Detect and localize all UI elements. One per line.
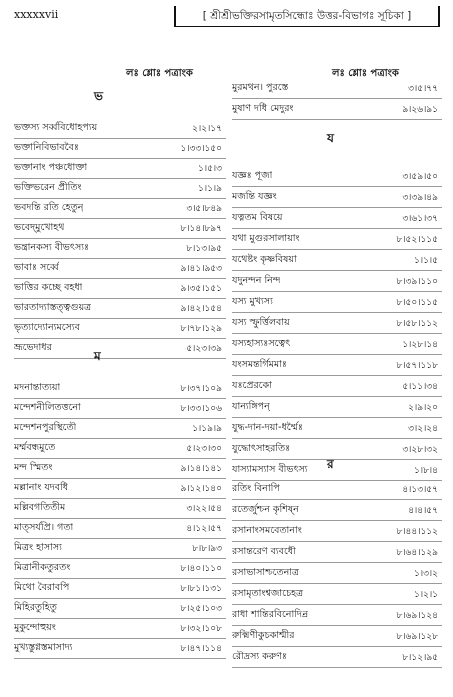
entry-reference: ৮।৩৩।১০৬: [180, 404, 222, 414]
page-number: xxxxxvii: [14, 8, 59, 21]
index-entry-row: [232, 399, 442, 418]
entry-term: যত্নতম বিষয়ে: [232, 212, 283, 223]
index-entry-row: [232, 168, 442, 187]
entry-reference: ১।১।৫: [414, 256, 438, 266]
entry-reference: ৮।৮।৯৩: [192, 544, 222, 554]
entry-reference: ৮।৪০।১১০: [180, 564, 222, 574]
entry-reference: ৮।৩৯।১১০: [396, 277, 438, 287]
entry-term: ভক্তানিবিভাববৈঃ: [14, 142, 79, 153]
entry-reference: ৩।২৮।৩২: [402, 445, 438, 455]
entry-term: রসাভাসাশ্চতেনাত্র: [232, 567, 300, 578]
index-entry-row: [232, 210, 442, 229]
entry-term: মজন্তি যজ্ঞং: [232, 191, 277, 202]
index-entry-row: [232, 586, 442, 605]
entry-term: যস্যহাস্যঃসত্বেৎ: [232, 338, 291, 349]
index-entry-row: [14, 280, 226, 299]
index-entry-row: [14, 500, 226, 519]
entry-reference: ৮।৩২।১০৮: [180, 624, 222, 634]
entry-term: মিত্রানীকতুরতং: [14, 562, 71, 573]
entry-term: রসামৃতাংশ্বজাচেহত্র: [232, 588, 304, 599]
index-entry-row: [14, 340, 226, 359]
entry-term: যাস্যামস্যাস বীভৎস্য: [232, 464, 308, 475]
index-entry-row: [14, 640, 226, 659]
entry-term: যথা মুগুরসালায়াং: [232, 233, 300, 244]
right-column: [232, 0, 442, 697]
page-header-title: [ শ্রীশ্রীভক্তিরসামৃতসিন্ধোঃ উত্তর-বিভাগঃ সূচিকা ]: [174, 6, 440, 27]
entry-term: মল্লানাং যদবধি: [14, 482, 69, 493]
entry-reference: ১।৫।৩: [198, 164, 222, 174]
entry-reference: ৮।২৫।১০৩: [180, 604, 222, 614]
entry-term: ভন্ত্রানকস্য বীভৎস্যঃ: [14, 242, 90, 253]
index-entry-row: [232, 502, 442, 521]
index-entry-row: [14, 560, 226, 579]
entry-reference: ৮।৬৯।১২৮: [396, 632, 438, 642]
entry-reference: ৩।৩৯।৪৯: [402, 193, 438, 203]
index-entry-row: [232, 80, 442, 99]
left-column-header: লঃ শ্লোঃ পত্রাংক: [126, 68, 193, 79]
entry-term: মুকুন্দোহুয়ং: [14, 622, 56, 633]
index-entry-row: [14, 260, 226, 279]
index-entry-row: [232, 378, 442, 397]
entry-term: ভবেদ্‌মুখোহথ: [14, 222, 65, 233]
entry-reference: ১।১।৯: [198, 184, 222, 194]
entry-reference: ৮।৫৮।১১২: [396, 319, 438, 329]
index-entry-row: [232, 565, 442, 584]
entry-term: ভৃত্যাদ্যোন্যমস্যেব: [14, 322, 80, 333]
index-entry-row: [14, 320, 226, 339]
index-entry-row: [232, 273, 442, 292]
entry-term: মুরমথন। পুরস্তে: [232, 82, 289, 93]
index-entry-row: [14, 520, 226, 539]
entry-reference: ৮।৪৪।১১২: [396, 527, 438, 537]
entry-reference: ৩।২।২৪: [408, 424, 438, 434]
entry-term: মর্ম্মবন্ধমুতে: [14, 442, 56, 453]
index-entry-row: [14, 240, 226, 259]
index-entry-row: [232, 628, 442, 647]
entry-term: ভক্তানাং পঞ্চধোক্তা: [14, 162, 88, 173]
entry-reference: ৫।২৩।৩০: [186, 444, 222, 454]
entry-reference: ৯।৪১।৯৫৩: [180, 264, 222, 274]
index-entry-row: [14, 420, 226, 439]
index-entry-row: [14, 600, 226, 619]
entry-term: রতিং বিনাপি: [232, 483, 280, 494]
index-entry-row: [232, 481, 442, 500]
index-entry-row: [232, 189, 442, 208]
index-entry-row: [14, 160, 226, 179]
entry-reference: ৮।১৪।৮৯৭: [180, 224, 222, 234]
index-entry-row: [232, 336, 442, 355]
entry-reference: ১।৮।৪: [414, 466, 438, 476]
entry-term: যদুনন্দন নিন্দ: [232, 275, 281, 286]
entry-reference: ৮।৫৭।১১৮: [396, 361, 438, 371]
index-entry-row: [14, 220, 226, 239]
entry-term: রৌদ্রস্য করুণঃ: [232, 651, 287, 662]
entry-term: ভক্তস্য সর্ব্ববিধোহপ্যয়: [14, 122, 98, 133]
index-entry-row: [14, 440, 226, 459]
entry-term: ভক্তিভরেন প্রীতিং: [14, 182, 82, 193]
entry-reference: ৮।৫০।১১৫: [396, 298, 438, 308]
section-letter: য: [327, 131, 334, 145]
entry-term: রাধা শান্তিরবিনোদিন্র: [232, 609, 309, 620]
entry-reference: ৯।৩৫।১৫১: [180, 284, 222, 294]
entry-term: ভ্রূভেদাধর: [14, 342, 52, 353]
index-entry-row: [14, 580, 226, 599]
entry-reference: ৮।৮১।১৩১: [180, 584, 222, 594]
entry-term: যুদ্ধোৎসাহরতিঃ: [232, 443, 291, 454]
entry-reference: ১।২।১: [414, 590, 438, 600]
entry-term: যঃপ্রেরকো: [232, 380, 272, 391]
entry-reference: ৩।৫।৮৪৯: [186, 204, 222, 214]
entry-reference: ৮।৫২।১১৫: [396, 235, 438, 245]
index-entry-row: [232, 294, 442, 313]
entry-reference: ৪।১৩।৫৭: [402, 485, 438, 495]
entry-term: যস্য স্ফুর্ত্তিলবায়: [232, 317, 290, 328]
entry-reference: ৪।১২।৫৭: [186, 524, 222, 534]
index-entry-row: [232, 101, 442, 120]
index-entry-row: [14, 540, 226, 559]
entry-reference: ৩।৫৯।৫০: [402, 172, 438, 182]
index-entry-row: [14, 480, 226, 499]
entry-reference: ৮।১৩।৯৫: [186, 244, 222, 254]
index-entry-row: [232, 252, 442, 271]
right-column-header: লঃ শ্লোঃ পত্রাংক: [332, 68, 399, 79]
section-letter: ভ: [94, 89, 103, 103]
entry-term: মিত্রং হাসাস্য: [14, 542, 62, 553]
entry-reference: ৩।৬১।৩৭: [402, 214, 438, 224]
index-entry-row: [14, 620, 226, 639]
entry-reference: ৮।৭৮।১২৯: [180, 324, 222, 334]
entry-reference: ৫।১১।৩৪: [402, 382, 438, 392]
index-entry-row: [232, 523, 442, 542]
index-entry-row: [14, 380, 226, 399]
entry-term: ভবদন্তি রতি হেতুন্: [14, 202, 84, 213]
entry-term: যুদ্ধ-দান-দয়া-ধর্ম্মৈঃ: [232, 422, 303, 433]
index-entry-row: [14, 400, 226, 419]
entry-reference: ২।২।১৭: [192, 124, 222, 134]
entry-reference: ৯।১২।১৪০: [180, 484, 222, 494]
entry-term: রসানাংসমবেতানাং: [232, 525, 302, 536]
entry-reference: ১।২৮।১৪: [402, 340, 438, 350]
entry-term: রুক্মিণীকুচকাশ্মীর: [232, 630, 295, 641]
entry-term: যজ্ঞঃ পূজা: [232, 170, 273, 181]
entry-term: রতের্জুশ্চন কৃশিষ্ন: [232, 504, 299, 515]
entry-term: যান্যঙ্গিপন্: [232, 401, 270, 412]
entry-reference: ৯।১৪।১৪১: [180, 464, 222, 474]
entry-term: মল্লিবগতিতীম: [14, 502, 66, 513]
entry-reference: ৫।২৩।৩৯: [186, 344, 222, 354]
entry-term: মন্দেশনপুরস্থিতৌ: [14, 422, 77, 433]
index-entry-row: [14, 300, 226, 319]
index-entry-row: [232, 462, 442, 481]
index-entry-row: [14, 180, 226, 199]
entry-reference: ২।৯।২০: [408, 403, 438, 413]
entry-reference: ৩।২২।৫৪: [186, 504, 222, 514]
entry-term: মুষাণ দধি মেদুরং: [232, 103, 294, 114]
entry-term: মাত্সর্যপ্রি। গতা: [14, 522, 74, 533]
index-entry-row: [14, 140, 226, 159]
entry-reference: ৮।১২।৯৫: [402, 653, 438, 663]
entry-term: মন্দ স্মিতং: [14, 462, 53, 473]
entry-term: ভাবাঃ সর্ব্বে: [14, 262, 59, 273]
index-entry-row: [232, 441, 442, 460]
entry-term: ভারতাদ্যাস্তত্ত্বগুয়ত্র: [14, 302, 92, 313]
index-entry-row: [232, 315, 442, 334]
index-entry-row: [232, 357, 442, 376]
entry-reference: ৮।৩৭।১০৯: [180, 384, 222, 394]
index-entry-row: [14, 120, 226, 139]
entry-term: যংসমন্তর্গিমমাঃ: [232, 359, 287, 370]
entry-term: যথেষ্টং কৃষ্ণবিষয়া: [232, 254, 297, 265]
section-letter: র: [327, 457, 334, 471]
index-entry-row: [232, 607, 442, 626]
entry-reference: ১।৩।২: [414, 569, 438, 579]
entry-term: রসান্তরেণ ব্যবধৌ: [232, 546, 296, 557]
section-letter: ম: [94, 349, 101, 363]
index-entry-row: [232, 544, 442, 563]
entry-reference: ৮।৬৯।১২৪: [396, 611, 438, 621]
index-entry-row: [232, 649, 442, 668]
index-entry-row: [14, 460, 226, 479]
entry-reference: ১।১৯।৯: [192, 424, 222, 434]
left-column: [14, 0, 226, 697]
index-entry-row: [232, 420, 442, 439]
index-entry-row: [232, 231, 442, 250]
entry-term: মুখ্যস্তুগ্নস্তমাসাদ্য: [14, 642, 73, 653]
entry-reference: ৮।৬৪।১২৯: [396, 548, 438, 558]
entry-reference: ৩।৫।৭৭: [408, 84, 438, 94]
index-entry-row: [14, 200, 226, 219]
entry-reference: ৯।৪২।১৫৪: [180, 304, 222, 314]
entry-term: মিহিরতুহিতু: [14, 602, 57, 613]
entry-term: যস্য মুখ্যস্য: [232, 296, 273, 307]
entry-reference: ৮।৪৭।১১৪: [180, 644, 222, 654]
entry-term: ভাত্তির কচ্ছে বহধা: [14, 282, 83, 293]
entry-term: মন্দেশনীলিতত্তনো: [14, 402, 81, 413]
entry-term: মদনান্তাত্যয়া: [14, 382, 61, 393]
entry-reference: ৪।৪।৫৭: [408, 506, 438, 516]
entry-term: মিথো বৈরাবপি: [14, 582, 70, 593]
entry-reference: ৯।২৬।৯১: [402, 105, 438, 115]
entry-reference: ১।৩৩।১৫০: [180, 144, 222, 154]
